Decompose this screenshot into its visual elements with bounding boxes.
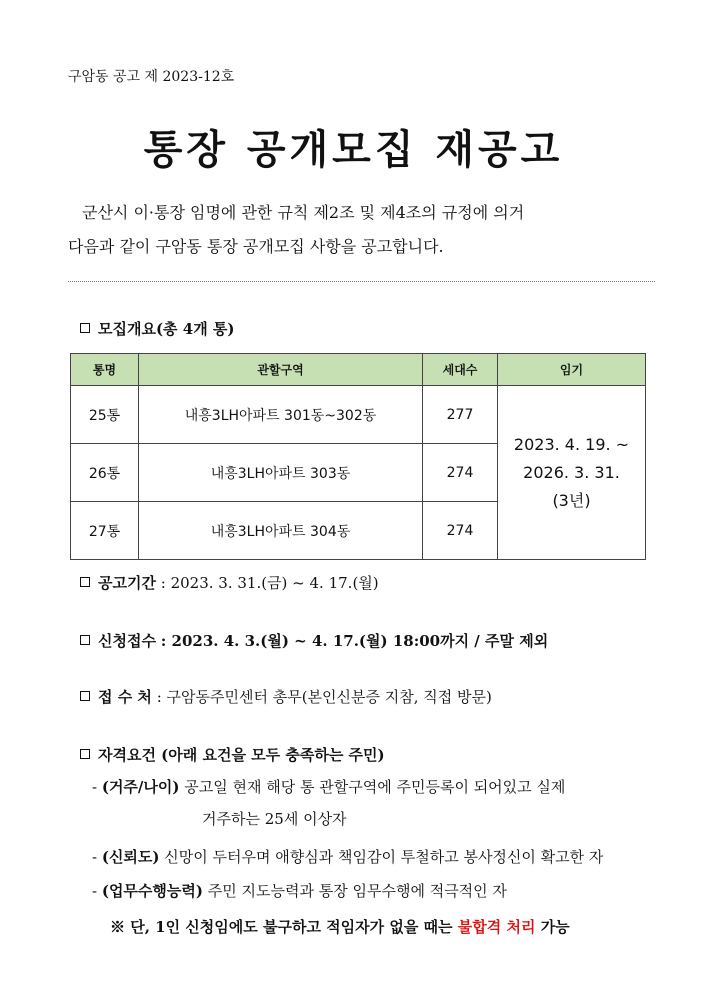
cell-area: 내흥3LH아파트 303동 [139,444,423,502]
cell-tong: 25통 [71,386,139,444]
cell-tong: 27통 [71,502,139,560]
col-header-term: 임기 [498,354,646,386]
application-office [80,686,492,707]
qualifications-heading [80,744,385,765]
cell-households: 274 [423,502,498,560]
qualification-item-residence: - (거주/나이) 공고일 현재 해당 통 관할구역에 주민등록이 되어있고 실제 [92,778,566,796]
application-label: 신청접수 [98,632,156,650]
checkbox-icon [80,635,90,645]
qualification-label: (업무수행능력) [101,882,203,900]
term-start: 2023. 4. 19. ~ [513,434,630,454]
application-value: : 2023. 4. 3.(월) ~ 4. 17.(월) 18:00까지 / 주말 제외 [160,632,549,650]
cell-area: 내흥3LH아파트 301동~302동 [139,386,423,444]
disqualification-note [110,916,570,937]
checkbox-icon [80,691,90,701]
checkbox-icon [80,577,90,587]
recruitment-table [70,353,646,560]
period-value: : 2023. 3. 31.(금) ~ 4. 17.(월) [160,574,379,592]
qualification-item-trust: - (신뢰도) 신망이 두터우며 애향심과 책임감이 투철하고 봉사정신이 확고한 자 [92,848,604,866]
col-header-tong: 통명 [71,354,139,386]
qualification-text: 신망이 두터우며 애향심과 책임감이 투철하고 봉사정신이 확고한 자 [164,848,604,866]
table-header-row [71,354,646,386]
col-header-households: 세대수 [423,354,498,386]
checkbox-icon [80,749,90,759]
intro-line-1: 군산시 이·통장 임명에 관한 규칙 제2조 및 제4조의 규정에 의거 [82,203,525,222]
qualification-text: 공고일 현재 해당 통 관할구역에 주민등록이 되어있고 실제 [184,778,566,796]
qualification-label: (거주/나이) [101,778,180,796]
office-label: 접 수 처 [98,688,152,706]
table-row [71,386,646,444]
qualification-text: 주민 지도능력과 통장 임무수행에 적극적인 자 [207,882,507,900]
cell-households: 277 [423,386,498,444]
note-prefix: ※ 단, 1인 신청임에도 불구하고 적임자가 없을 때는 [110,918,453,936]
page-title: 통장 공개모집 재공고 [143,127,564,173]
term-duration: (3년) [552,490,591,510]
cell-area: 내흥3LH아파트 304동 [139,502,423,560]
term-end: 2026. 3. 31. [523,462,620,482]
note-suffix: 가능 [540,918,570,936]
intro-paragraph [68,196,658,264]
overview-heading [80,318,235,339]
dotted-divider [68,281,655,282]
qualification-item-ability: - (업무수행능력) 주민 지도능력과 통장 임무수행에 적극적인 자 [92,882,507,900]
intro-line-2: 다음과 같이 구암동 통장 공개모집 사항을 공고합니다. [68,237,444,256]
col-header-area: 관할구역 [139,354,423,386]
announcement-period [80,572,379,593]
checkbox-icon [80,323,90,333]
notice-number: 구암동 공고 제 2023-12호 [68,69,235,85]
qualification-label: (신뢰도) [101,848,160,866]
office-value: : 구암동주민센터 총무(본인신분증 지참, 직접 방문) [156,688,492,706]
overview-heading-text: 모집개요(총 4개 통) [98,320,235,338]
qualification-item-residence-cont: 거주하는 25세 이상자 [202,810,347,828]
note-red-text: 불합격 처리 [457,918,536,936]
cell-term [498,386,646,560]
cell-tong: 26통 [71,444,139,502]
period-label: 공고기간 [98,574,156,592]
cell-households: 274 [423,444,498,502]
qualifications-heading-text: 자격요건 (아래 요건을 모두 충족하는 주민) [98,746,385,764]
application-period [80,630,548,651]
